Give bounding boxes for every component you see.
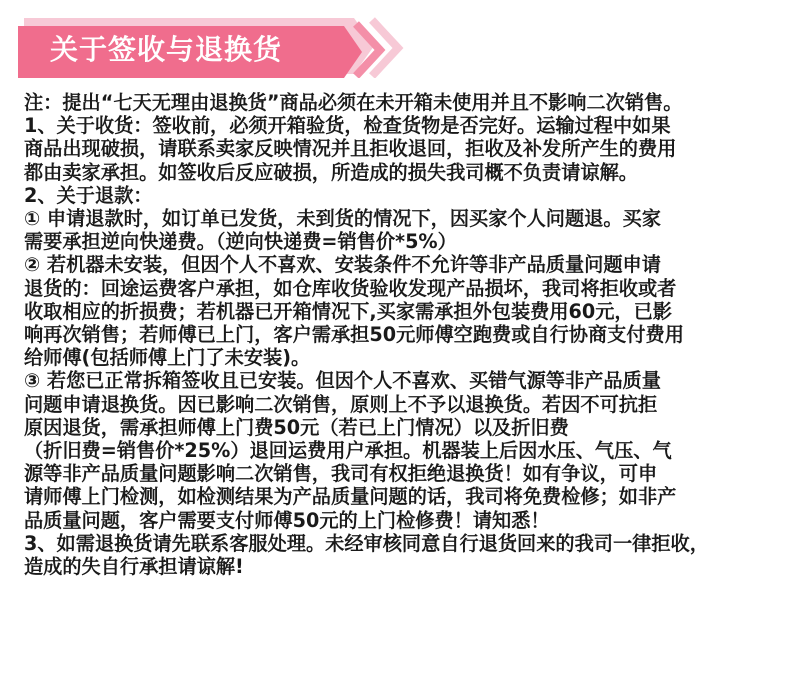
- policy-line: 问题申请退换货。因已影响二次销售，原则上不予以退换货。若因不可抗拒: [24, 392, 658, 416]
- policy-text: [24, 91, 780, 578]
- policy-line: 原因退货，需承担师傅上门费50元（若已上门情况）以及折旧费: [24, 415, 569, 439]
- policy-line: 1、关于收货：签收前，必须开箱验货，检查货物是否完好。运输过程中如果: [24, 114, 671, 138]
- policy-line: 源等非产品质量问题影响二次销售，我司有权拒绝退换货！如有争议，可申: [24, 462, 658, 486]
- policy-line: 响再次销售；若师傅已上门，客户需承担50元师傅空跑费或自行协商支付费用: [24, 323, 684, 347]
- policy-line: 都由卖家承担。如签收后反应破损，所造成的损失我司概不负责请谅解。: [24, 160, 638, 184]
- policy-line: 需要承担逆向快递费。（逆向快递费=销售价*5%）: [24, 230, 457, 254]
- policy-line: （折旧费=销售价*25%）退回运费用户承担。机器装上后因水压、气压、气: [24, 439, 672, 463]
- policy-line: 造成的失自行承担请谅解!: [24, 555, 244, 579]
- policy-line: 请师傅上门检测，如检测结果为产品质量问题的话，我司将免费检修；如非产: [24, 485, 677, 509]
- policy-line: ② 若机器未安装，但因个人不喜欢、安装条件不允许等非产品质量问题申请: [24, 253, 661, 277]
- section-banner: [18, 14, 408, 78]
- policy-line: ① 申请退款时，如订单已发货，未到货的情况下，因买家个人问题退。买家: [24, 207, 661, 231]
- policy-line: 商品出现破损，请联系卖家反映情况并且拒收退回，拒收及补发所产生的费用: [24, 137, 677, 161]
- policy-line: 给师傅(包括师傅上门了未安装)。: [24, 346, 311, 370]
- policy-line: ③ 若您已正常拆箱签收且已安装。但因个人不喜欢、买错气源等非产品质量: [24, 369, 661, 393]
- policy-line: 退货的：回途运费客户承担，如仓库收货验收发现产品损坏，我司将拒收或者: [24, 276, 677, 300]
- policy-line: 收取相应的折损费；若机器已开箱情况下,买家需承担外包装费用60元，已影: [24, 299, 672, 323]
- policy-line: 3、如需退换货请先联系客服处理。未经审核同意自行退货回来的我司一律拒收，: [24, 531, 709, 555]
- policy-line: 2、关于退款：: [24, 183, 153, 207]
- policy-line: 注：提出“七天无理由退换货”商品必须在未开箱未使用并且不影响二次销售。: [24, 91, 683, 114]
- policy-line: 品质量问题，客户需要支付师傅50元的上门检修费！请知悉！: [24, 508, 550, 532]
- page-title: 关于签收与退换货: [50, 33, 283, 66]
